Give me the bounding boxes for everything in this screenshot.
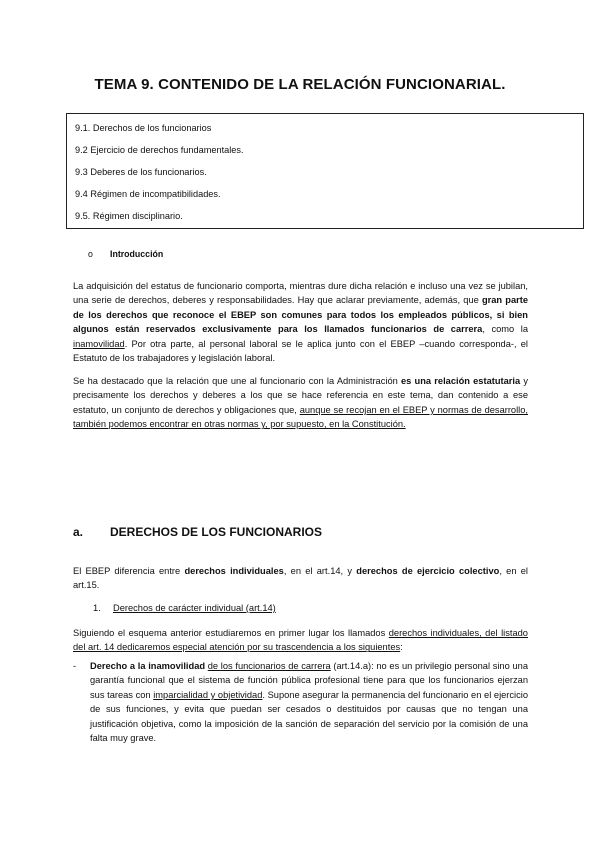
text: : <box>400 642 403 653</box>
bold-text: Derecho a la inamovilidad <box>90 661 206 671</box>
intro-paragraph-1 <box>73 279 528 365</box>
toc-item: 9.2 Ejercicio de derechos fundamentales. <box>75 145 244 155</box>
text: (art.14.a): no es un privilegio personal sino una garantía funcional que el sistema de función pública profesional tiene para que los funcionarios ejerzan sus tareas con <box>90 661 528 700</box>
text: Se ha destacado que la relación que une al funcionario con la Administración <box>73 376 401 386</box>
intro-paragraph-2 <box>73 374 528 432</box>
text: El EBEP diferencia entre <box>73 566 185 576</box>
intro-heading-text: Introducción <box>110 249 164 259</box>
text: y precisamente los derechos y deberes a los que se hace referencia en este tema, dan contenido a ese estatuto, un conjunto de derechos y obligaciones que, <box>73 376 529 415</box>
bold-text: derechos individuales <box>184 566 284 576</box>
list-item <box>73 659 528 745</box>
text: , como la <box>482 324 528 335</box>
subsection-heading <box>93 603 276 613</box>
toc-item: 9.4 Régimen de incompatibilidades. <box>75 189 221 199</box>
subsection-number: 1. <box>93 603 101 613</box>
section-heading-text: DERECHOS DE LOS FUNCIONARIOS <box>110 525 323 539</box>
text: , en el art.14, y <box>283 566 357 576</box>
page-title: TEMA 9. CONTENIDO DE LA RELACIÓN FUNCIONARIAL. <box>94 76 506 93</box>
subsection-heading-text: Derechos de carácter individual (art.14) <box>113 603 276 613</box>
bold-text: es una relación estatutaria <box>401 376 521 386</box>
bold-text: gran parte de los derechos que reconoce el EBEP son comunes para todos los empleados públicos, si bien algunos están reservados exclusivamente para los llamados funcionarios de carrera <box>73 295 529 335</box>
text: Siguiendo el esquema anterior estudiaremos en primer lugar los llamados <box>73 628 389 638</box>
section-paragraph-1 <box>73 564 528 593</box>
underlined-text: imparcialidad y objetividad <box>153 689 263 700</box>
section-heading <box>73 525 322 539</box>
underlined-text: de los funcionarios de carrera <box>207 661 331 671</box>
dash-marker: - <box>73 661 77 671</box>
underlined-text: aunque se recojan en el EBEP y normas de desarrollo, también podemos encontrar en otras normas y, por supuesto, en la Constitución. <box>73 404 528 430</box>
toc-item: 9.3 Deberes de los funcionarios. <box>75 167 207 177</box>
toc-item: 9.1. Derechos de los funcionarios <box>75 123 212 133</box>
text: La adquisición del estatus de funcionario comporta, mientras dure dicha relación e incluso una vez se jubilan, una serie de derechos, deberes y responsabilidades. Hay que aclarar previamente, además, que <box>73 281 528 306</box>
bold-text: derechos de ejercicio colectivo <box>356 566 500 576</box>
section-letter: a. <box>73 525 84 539</box>
text: . Por otra parte, al personal laboral se le aplica junto con el EBEP –cuando corresponda-, el Estatuto de los trabajadores y legislación laboral. <box>73 338 528 364</box>
text: . Supone asegurar la permanencia del funcionario en el ejercicio de sus funciones, y evita que puedan ser cesados o destituidos por causas que no tengan una justificación objetiva, como la imposición de la sanción de separación del servicio por la comisión de una falta muy grave. <box>90 689 529 744</box>
section-paragraph-2 <box>73 626 528 655</box>
bullet-marker: o <box>88 249 93 259</box>
underlined-text: inamovilidad <box>73 338 125 349</box>
underlined-text: derechos individuales, del listado del art. 14 dedicaremos especial atención por su trascendencia a los siguientes <box>73 628 528 653</box>
toc-item: 9.5. Régimen disciplinario. <box>75 211 183 221</box>
intro-heading <box>88 249 163 259</box>
text: , en el art.15. <box>73 566 528 591</box>
table-of-contents <box>66 113 584 229</box>
